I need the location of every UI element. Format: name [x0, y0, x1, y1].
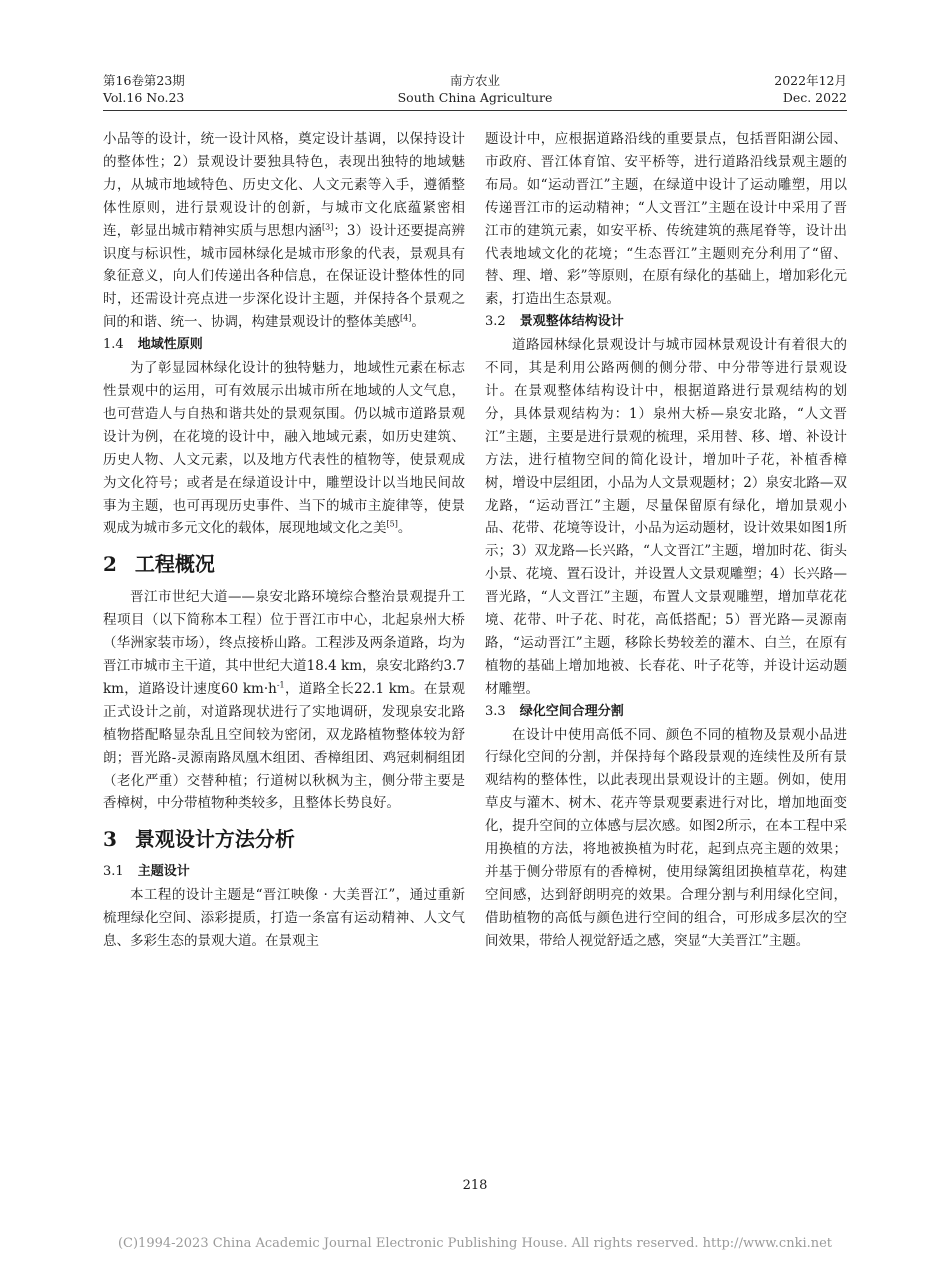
paragraph: 为了彰显园林绿化设计的独特魅力，地域性元素在标志性景观中的运用，可有效展示出城市所在地域的人文气息，也可营造人与自热和谐共处的景观氛围。仍以城市道路景观设计为例，在花境的设计中，融入地域元素，如历史建筑、历史人物、人文元素，以及地方代表性的植物等，使景观成为文化符号；或者是在绿道设计中，雕塑设计以当地民间故事为主题，也可再现历史事件、当下的城市主旋律等，使景观成为城市多元文化的载体，展现地域文化之美[5]。: [103, 360, 465, 537]
paragraph: 本工程的设计主题是“晋江映像 · 大美晋江”，通过重新梳理绿化空间、添彩提质，打造一条富有运动精神、人文气息、多彩生态的景观大道。在景观主: [103, 887, 465, 950]
section-heading-2: 2 工程概况: [103, 552, 215, 577]
paragraph: 题设计中，应根据道路沿线的重要景点，包括晋阳湖公园、市政府、晋江体育馆、安平桥等，进行道路沿线景观主题的布局。如“运动晋江”主题，在绿道中设计了运动雕塑，用以传递晋江市的运动精神；“人文晋江”主题在设计中采用了晋江市的建筑元素，如安平桥、传统建筑的燕尾脊等，设计出代表地域文化的花境；“生态晋江”主题则充分利用了“留、替、理、增、彩”等原则，在原有绿化的基础上，增加彩化元素，打造出生态景观。: [485, 131, 847, 308]
header-journal-en: South China Agriculture: [397, 90, 553, 105]
paragraph: 道路园林绿化景观设计与城市园林景观设计有着很大的不同，其是利用公路两侧的侧分带、中分带等进行景观设计。在景观整体结构设计中，根据道路进行景观结构的划分，具体景观结构为：1）泉州大桥—泉安北路，“人文晋江”主题，主要是进行景观的梳理，采用替、移、增、补设计方法，进行植物空间的简化设计，增加叶子花，补植香樟树，增设中层组团，小品为人文景观题材；2）泉安北路—双龙路，“运动晋江”主题，尽量保留原有绿化，增加景观小品、花带、花境等设计，小品为运动题材，设计效果如图1所示；3）双龙路—长兴路，“人文晋江”主题，增加时花、街头小景、花境、置石设计，并设置人文景观雕塑；4）长兴路—晋光路，“人文晋江”主题，布置人文景观雕塑，增加草花花境、花带、叶子花、时花，高低搭配；5）晋光路—灵源南路，“运动晋江”主题，移除长势较差的灌木、白兰，在原有植物的基础上增加地被、长春花、叶子花等，并设计运动题材雕塑。: [485, 337, 847, 697]
section-heading-1-4: 1.4 地域性原则: [103, 337, 203, 353]
section-heading-3-1: 3.1 主题设计: [103, 864, 190, 880]
header-date-en: Dec. 2022: [782, 90, 847, 105]
page-number: 218: [462, 1178, 488, 1193]
section-heading-3-3: 3.3 绿化空间合理分割: [485, 703, 624, 719]
citation-link[interactable]: [3]: [322, 222, 334, 232]
header-divider: [103, 110, 847, 111]
header-date-cn: 2022年12月: [774, 73, 847, 88]
left-column: [103, 128, 465, 953]
header-date: [774, 72, 847, 106]
paragraph: 小品等的设计，统一设计风格，奠定设计基调，以保持设计的整体性；2）景观设计要独具特色，表现出独特的地域魅力，从城市地域特色、历史文化、人文元素等入手，遵循整体性原则，进行景观设计的创新，与城市文化底蕴紧密相连，彰显出城市精神实质与思想内涵[3]；3）设计还要提高辨识度与标识性，城市园林绿化是城市形象的代表，景观具有象征意义，向人们传递出各种信息，在保证设计整体性的同时，还需设计亮点进一步深化设计主题，并保持各个景观之间的和谐、统一、协调，构建景观设计的整体美感[4]。: [103, 131, 466, 331]
citation-link[interactable]: [5]: [386, 519, 398, 529]
section-heading-3-2: 3.2 景观整体结构设计: [485, 314, 624, 330]
copyright-footer: (C)1994-2023 China Academic Journal Electronic Publishing House. All rights reserved. http://www.cnki.net: [117, 1236, 833, 1251]
right-column: [485, 128, 847, 953]
section-heading-3: 3 景观设计方法分析: [103, 827, 295, 852]
header-journal-cn: 南方农业: [449, 73, 500, 88]
header-volume-en: Vol.16 No.23: [103, 90, 185, 105]
paragraph: 在设计中使用高低不同、颜色不同的植物及景观小品进行绿化空间的分割，并保持每个路段景观的连续性及所有景观结构的整体性，以此表现出景观设计的主题。例如，使用草皮与灌木、树木、花卉等景观要素进行对比，增加地面变化，提升空间的立体感与层次感。如图2所示，在本工程中采用换植的方法，将地被换植为时花，起到点亮主题的效果；并基于侧分带原有的香樟树，使用绿篱组团换植草花，构建空间感，达到舒朗明亮的效果。合理分割与利用绿化空间，借助植物的高低与颜色进行空间的组合，可形成多层次的空间效果，带给人视觉舒适之感，突显“大美晋江”主题。: [485, 726, 847, 949]
paragraph: 晋江市世纪大道——泉安北路环境综合整治景观提升工程项目（以下简称本工程）位于晋江市中心，北起泉州大桥（华洲家装市场），终点接桥山路。工程涉及两条道路，均为晋江市城市主干道，其中世纪大道18.4 km，泉安北路约3.7 km，道路设计速度60 $km\cdot h^{-1}$，道路全长22.1 km。在景观正式设计之前，对道路现状进行了实地调研，发现泉安北路植物搭配略显杂乱且空间较为密闭，双龙路植物整体较为舒朗；晋光路-灵源南路凤凰木组团、香樟组团、鸡冠刺桐组团（老化严重）交替种植；行道树以秋枫为主，侧分带主要是香樟树，中分带植物种类较多，且整体长势良好。: [103, 589, 465, 812]
header-volume-cn: 第16卷第23期: [103, 73, 185, 88]
citation-link[interactable]: [4]: [400, 313, 412, 323]
